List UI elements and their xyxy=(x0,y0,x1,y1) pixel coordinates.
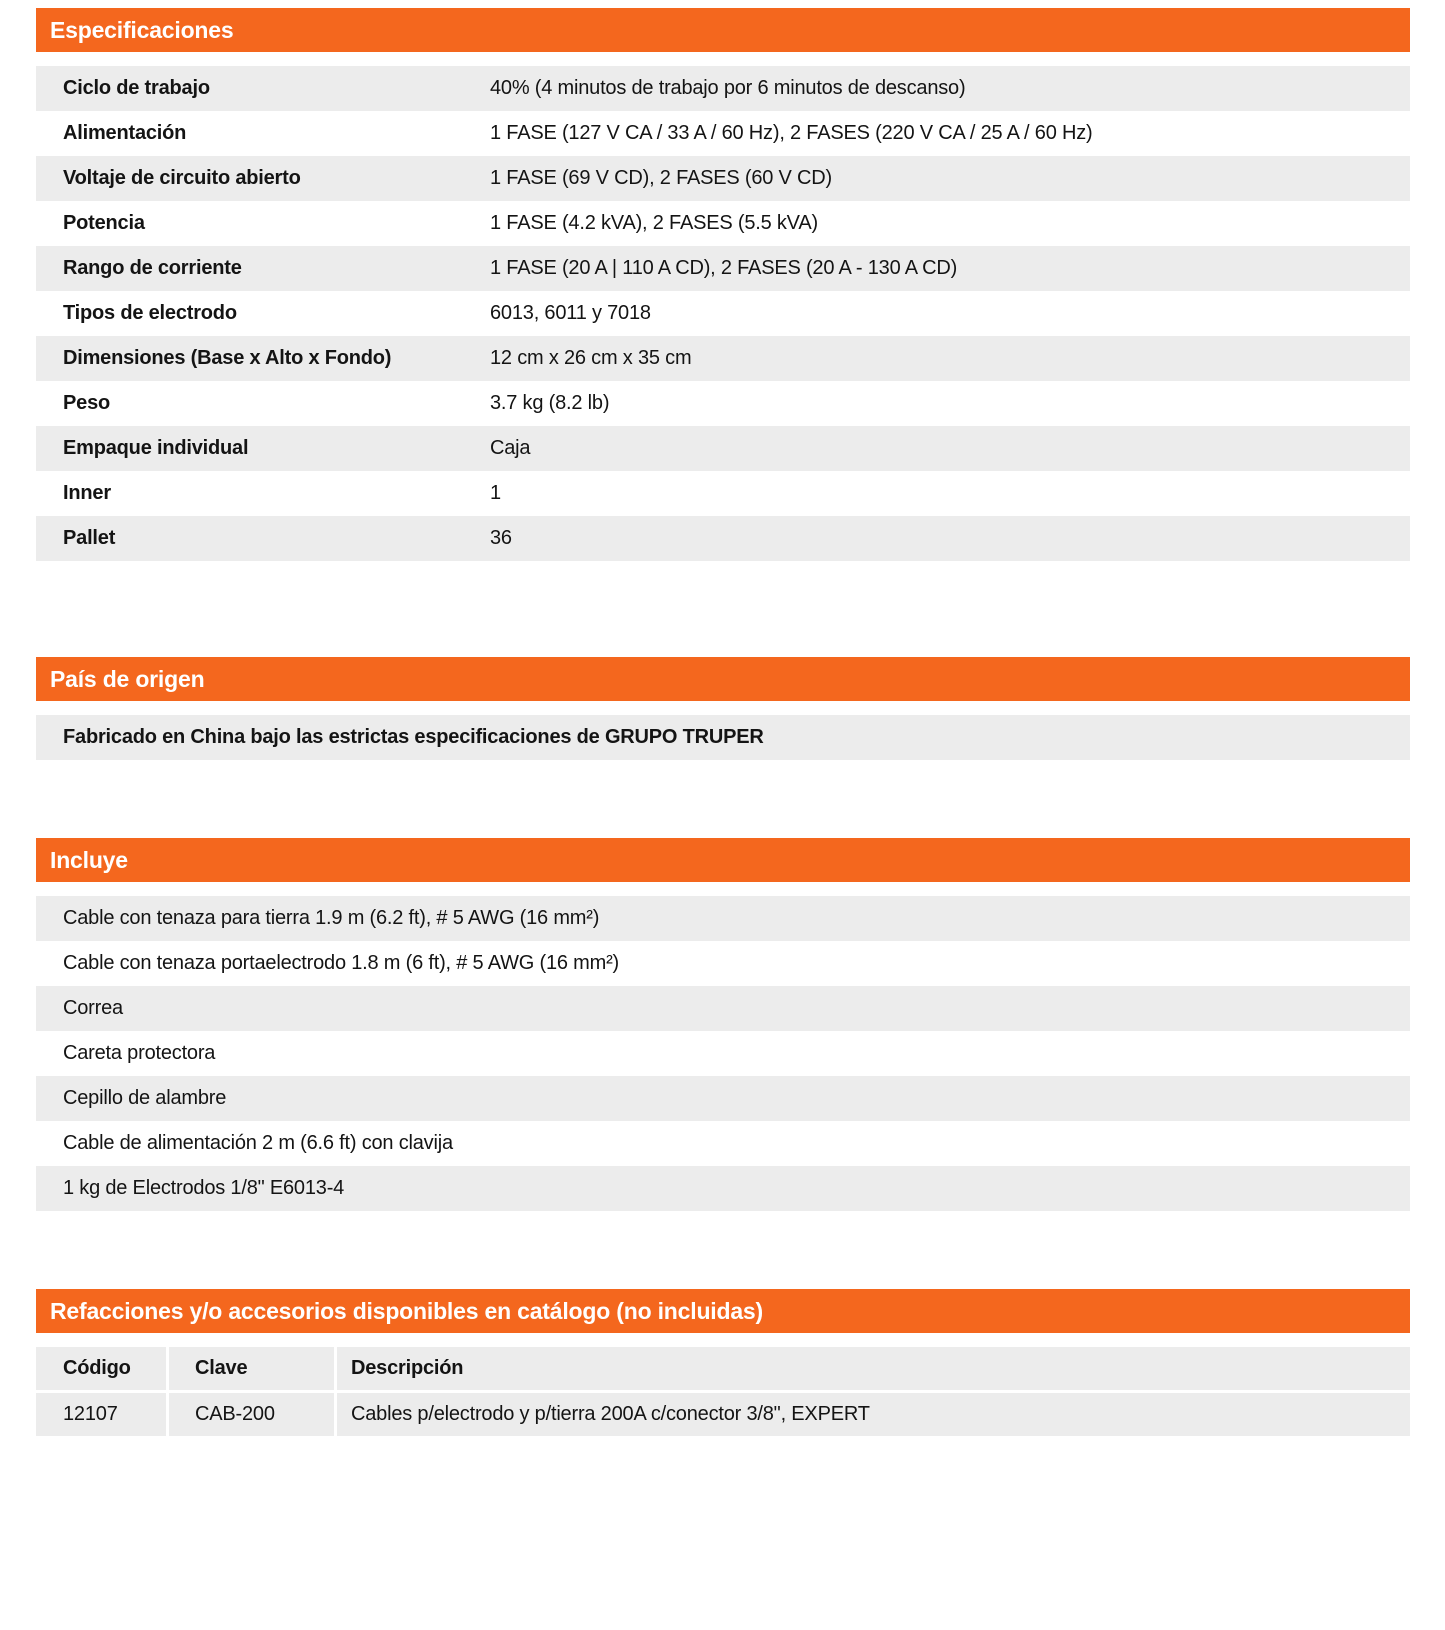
spec-label: Tipos de electrodo xyxy=(63,302,237,324)
spec-label: Rango de corriente xyxy=(63,257,242,279)
spec-row-voltaje-circuito-abierto xyxy=(36,156,1410,201)
section-incluye xyxy=(36,838,1410,1211)
spec-label: Pallet xyxy=(63,527,116,549)
spec-row-dimensiones xyxy=(36,336,1410,381)
spec-label: Dimensiones (Base x Alto x Fondo) xyxy=(63,347,392,369)
pais-de-origen-title: País de origen xyxy=(50,665,205,692)
spec-value: 12 cm x 26 cm x 35 cm xyxy=(490,347,692,369)
section-especificaciones xyxy=(36,8,1410,561)
incluye-item: Cable con tenaza para tierra 1.9 m (6.2 ft), # 5 AWG (16 mm²) xyxy=(36,896,1410,941)
spec-value: Caja xyxy=(490,437,531,459)
spec-label: Voltaje de circuito abierto xyxy=(63,167,301,189)
spec-row-ciclo-de-trabajo xyxy=(36,66,1410,111)
spec-value: 1 FASE (127 V CA / 33 A / 60 Hz), 2 FASES (220 V CA / 25 A / 60 Hz) xyxy=(490,122,1093,144)
spec-label: Ciclo de trabajo xyxy=(63,77,210,99)
refacciones-column-header-descripcion: Descripción xyxy=(337,1347,1410,1390)
spec-value: 3.7 kg (8.2 lb) xyxy=(490,392,610,414)
incluye-header-bar xyxy=(36,838,1410,882)
refacciones-column-header-clave: Clave xyxy=(169,1347,334,1390)
spec-value: 1 FASE (69 V CD), 2 FASES (60 V CD) xyxy=(490,167,833,189)
spec-row-potencia xyxy=(36,201,1410,246)
spec-value: 40% (4 minutos de trabajo por 6 minutos de descanso) xyxy=(490,77,966,99)
refacciones-header-bar xyxy=(36,1289,1410,1333)
incluye-item: Cable con tenaza portaelectrodo 1.8 m (6 ft), # 5 AWG (16 mm²) xyxy=(63,952,619,974)
spec-table xyxy=(36,66,1410,561)
pais-de-origen-header-bar xyxy=(36,657,1410,701)
spec-value: 1 FASE (4.2 kVA), 2 FASES (5.5 kVA) xyxy=(490,212,818,234)
refacciones-cell-descripcion: Cables p/electrodo y p/tierra 200A c/conector 3/8", EXPERT xyxy=(337,1393,1410,1436)
incluye-list xyxy=(36,896,1410,1211)
pais-de-origen-text: Fabricado en China bajo las estrictas especificaciones de GRUPO TRUPER xyxy=(36,715,1410,760)
spec-row-pallet xyxy=(36,516,1410,561)
spec-row-alimentacion xyxy=(36,111,1410,156)
spec-label: Peso xyxy=(63,392,111,414)
section-refacciones xyxy=(36,1289,1410,1436)
refacciones-table xyxy=(36,1347,1410,1436)
spec-row-empaque-individual xyxy=(36,426,1410,471)
especificaciones-header-bar xyxy=(36,8,1410,52)
spec-label: Empaque individual xyxy=(63,437,249,459)
incluye-item: Correa xyxy=(36,986,1410,1031)
incluye-item: Careta protectora xyxy=(63,1042,216,1064)
spec-row-peso xyxy=(36,381,1410,426)
spec-row-tipos-de-electrodo xyxy=(36,291,1410,336)
incluye-item: Cable de alimentación 2 m (6.6 ft) con clavija xyxy=(63,1132,453,1154)
spec-row-inner xyxy=(36,471,1410,516)
spec-value: 36 xyxy=(490,527,512,549)
refacciones-title: Refacciones y/o accesorios disponibles en catálogo (no incluidas) xyxy=(50,1297,763,1324)
spec-label: Potencia xyxy=(63,212,145,234)
especificaciones-title: Especificaciones xyxy=(50,16,234,43)
refacciones-column-header-codigo: Código xyxy=(36,1347,166,1390)
spec-value: 1 FASE (20 A | 110 A CD), 2 FASES (20 A - 130 A CD) xyxy=(490,257,958,279)
refacciones-cell-codigo: 12107 xyxy=(36,1393,166,1436)
spec-value: 1 xyxy=(490,482,501,504)
spec-row-rango-de-corriente xyxy=(36,246,1410,291)
spec-label: Inner xyxy=(63,482,111,504)
spec-label: Alimentación xyxy=(63,122,187,144)
incluye-item: Cepillo de alambre xyxy=(36,1076,1410,1121)
incluye-item: 1 kg de Electrodos 1/8" E6013-4 xyxy=(36,1166,1410,1211)
spec-value: 6013, 6011 y 7018 xyxy=(490,302,651,324)
refacciones-cell-clave: CAB-200 xyxy=(169,1393,334,1436)
incluye-title: Incluye xyxy=(50,846,128,873)
section-pais-de-origen xyxy=(36,657,1410,760)
